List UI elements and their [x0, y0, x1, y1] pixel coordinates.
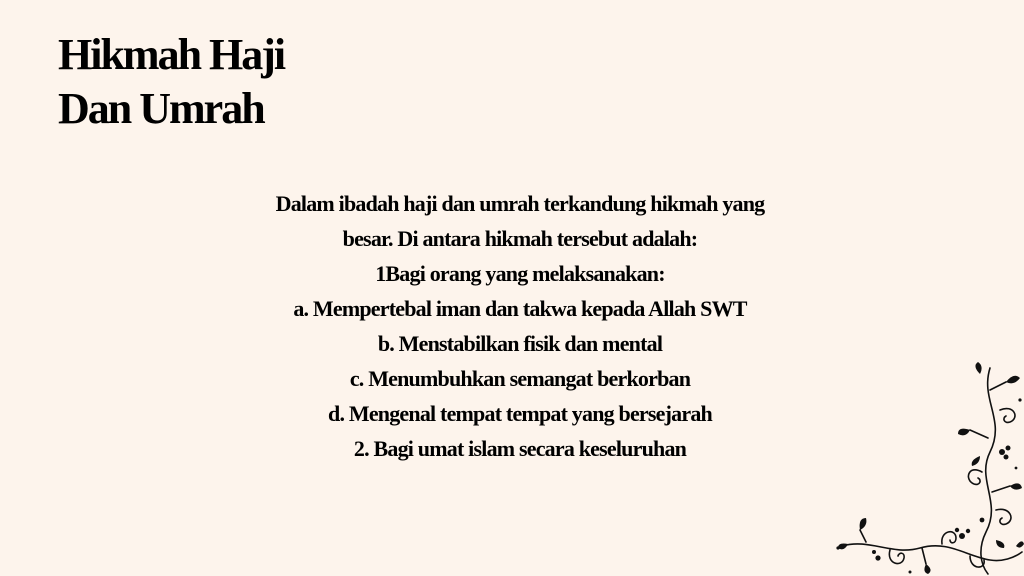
- body-intro-line-2: besar. Di antara hikmah tersebut adalah:: [342, 226, 698, 251]
- floral-corner-ornament-icon: [830, 360, 1024, 576]
- body-item-a: a. Mempertebal iman dan takwa kepada Allah SWT: [293, 296, 747, 321]
- body-heading-2: 2. Bagi umat islam secara keseluruhan: [353, 436, 687, 461]
- title-line-2: Dan Umrah: [58, 84, 264, 133]
- title-line-1: Hikmah Haji: [58, 30, 285, 79]
- body-intro-line-1: Dalam ibadah haji dan umrah terkandung hikmah yang: [275, 191, 765, 216]
- body-heading-1: 1Bagi orang yang melaksanakan:: [375, 261, 665, 286]
- slide-body: [200, 186, 840, 466]
- body-item-b: b. Menstabilkan fisik dan mental: [377, 331, 663, 356]
- body-item-c: c. Menumbuhkan semangat berkorban: [349, 366, 691, 391]
- slide-title: [58, 28, 284, 136]
- body-item-d: d. Mengenal tempat tempat yang bersejarah: [328, 401, 712, 426]
